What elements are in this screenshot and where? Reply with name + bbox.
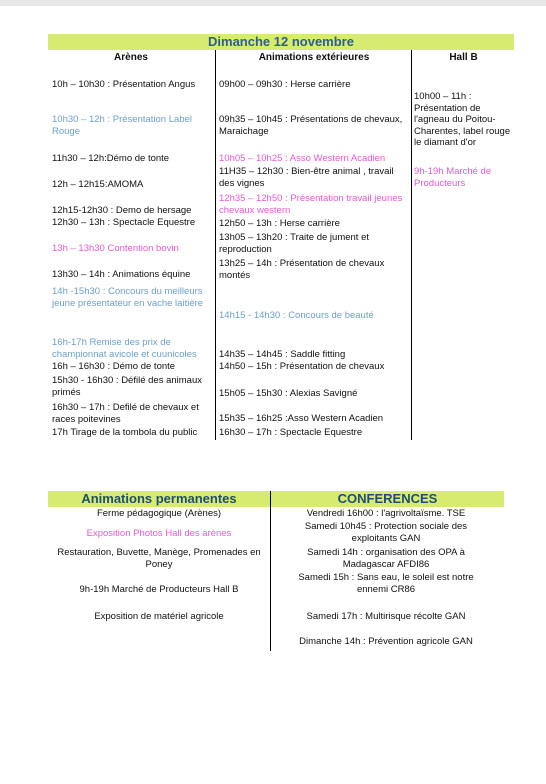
arenes-event: 13h30 – 14h : Animations équine (52, 269, 191, 280)
exterieures-event: 13h05 – 13h20 : Traite de jument et reproduction (219, 232, 369, 255)
day-title-banner: Dimanche 12 novembre (48, 34, 514, 50)
conferences-title: CONFERENCES (271, 491, 504, 507)
conference-item: Vendredi 16h00 : l'agrivoltaïsme. TSE (306, 508, 466, 519)
exterieures-event: 14h35 – 14h45 : Saddle fitting (219, 349, 346, 360)
arenes-event: 17h Tirage de la tombola du public (52, 427, 198, 438)
arenes-event: 16h-17h Remise des prix de championnat avicole et cuunicoles (52, 337, 197, 360)
permanente-item: Exposition de matériel agricole (94, 611, 224, 622)
arenes-event: 16h30 – 17h : Defilé de chevaux et races poitevines (52, 402, 199, 425)
arenes-event: 12h – 12h15:AMOMA (52, 179, 144, 190)
exterieures-event: 09h00 – 09h30 : Herse carrière (219, 79, 351, 90)
exterieures-event: 11H35 – 12h30 : Bien-être animal , travail des vignes (219, 166, 394, 189)
exterieures-event: 15h05 – 15h30 : Alexias Savigné (219, 388, 358, 399)
conference-item: Samedi 17h : Multirisque récolte GAN (306, 611, 466, 622)
exterieures-event: 14h50 – 15h : Présentation de chevaux (219, 361, 385, 372)
hallb-event: 9h-19h Marché de Producteurs (414, 166, 492, 189)
permanentes-title: Animations permanentes (48, 491, 270, 507)
column-divider-1 (215, 50, 216, 440)
bottom-divider (270, 491, 271, 651)
exterieures-event: 12h50 – 13h : Herse carrière (219, 218, 340, 229)
arenes-event: 15h30 - 16h30 : Défilé des animaux primés (52, 375, 202, 398)
arenes-event: 16h – 16h30 : Démo de tonte (52, 361, 176, 372)
permanente-item: Ferme pédagogique (Arènes) (96, 508, 222, 519)
exterieures-event: 12h35 – 12h50 : Présentation travail jeunes chevaux western (219, 193, 403, 216)
arenes-event: 10h30 – 12h : Présentation Label Rouge (52, 114, 192, 137)
permanente-item: Exposition Photos Hall des arènes (86, 528, 232, 539)
conference-item: Dimanche 14h : Prévention agricole GAN (299, 636, 473, 647)
column-header-hall-b: Hall B (449, 52, 478, 63)
exterieures-event: 13h25 – 14h : Présentation de chevaux montés (219, 258, 385, 281)
exterieures-event: 10h05 – 10h25 : Asso Western Acadien (219, 153, 386, 164)
top-divider (0, 0, 546, 6)
permanente-item: Restauration, Buvette, Manège, Promenades en Poney (57, 547, 261, 570)
exterieures-event: 16h30 – 17h : Spectacle Equestre (219, 427, 363, 438)
arenes-event: 10h – 10h30 : Présentation Angus (52, 79, 196, 90)
arenes-event: 14h -15h30 : Concours du meilleurs jeune présentateur en vache laitière (52, 286, 204, 309)
arenes-event: 12h15-12h30 : Demo de hersage (52, 205, 192, 216)
conference-item: Samedi 14h : organisation des OPA à Madagascar AFDI86 (307, 547, 465, 570)
conference-item: Samedi 10h45 : Protection sociale des exploitants GAN (304, 521, 468, 544)
arenes-event: 13h – 13h30 Contention bovin (52, 243, 179, 254)
arenes-event: 12h30 – 13h : Spectacle Equestre (52, 217, 196, 228)
hallb-event: 10h00 – 11h : Présentation de l'agneau du Poitou-Charentes, label rouge le diamant d'or (414, 91, 511, 148)
column-divider-2 (411, 50, 412, 440)
conference-item: Samedi 15h : Sans eau, le soleil est notre ennemi CR86 (298, 572, 474, 595)
column-header-arenes: Arènes (114, 52, 148, 63)
exterieures-event: 14h15 - 14h30 : Concours de beauté (219, 310, 374, 321)
column-header-animations-exterieures: Animations extérieures (258, 52, 370, 63)
permanente-item: 9h-19h Marché de Producteurs Hall B (79, 584, 239, 595)
exterieures-event: 09h35 – 10h45 : Présentations de chevaux, Maraichage (219, 114, 403, 137)
arenes-event: 11h30 – 12h:Démo de tonte (52, 153, 170, 164)
exterieures-event: 15h35 – 16h25 :Asso Western Acadien (219, 413, 384, 424)
